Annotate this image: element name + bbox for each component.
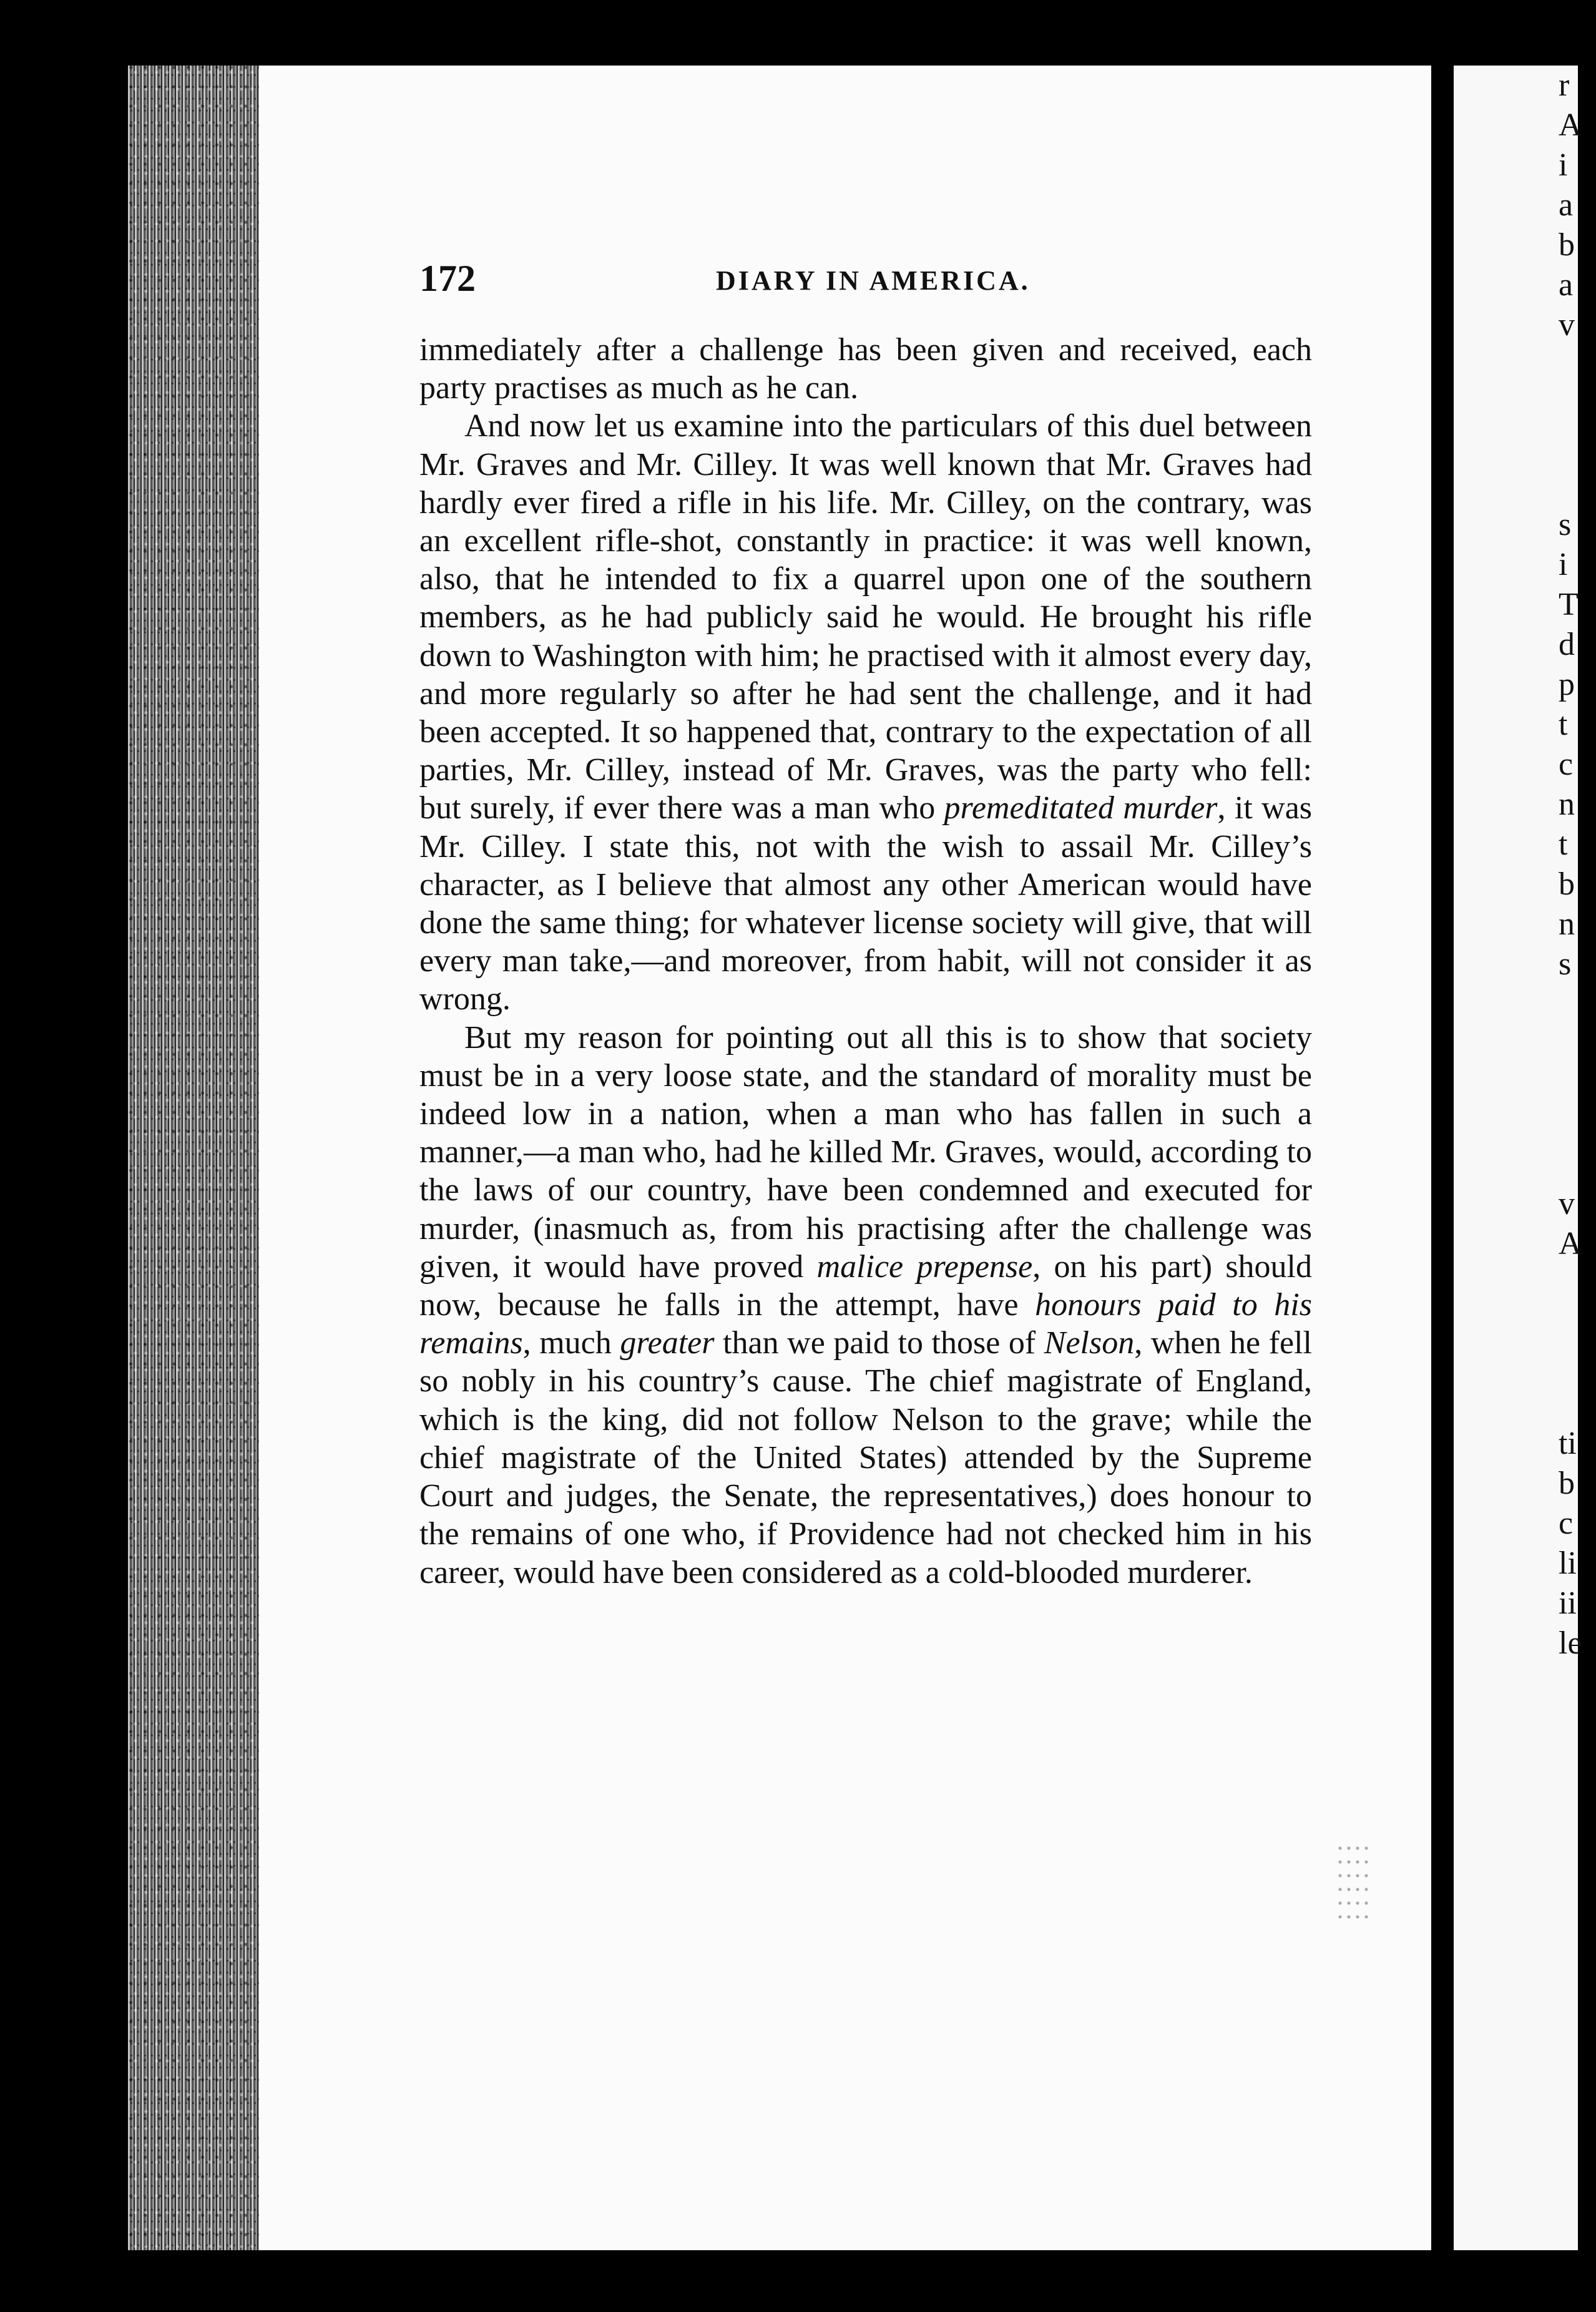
gutter-shadow (1431, 66, 1454, 2250)
paragraph (419, 1019, 1312, 1592)
text-run: immediately after a challenge has been given and received, each party practises as much as he can. (419, 332, 1312, 406)
text-run: than we paid to those of (714, 1325, 1044, 1361)
page-number: 172 (419, 258, 476, 299)
running-head (419, 257, 1312, 301)
facing-page-edge (1454, 66, 1582, 2250)
text-run: , much (522, 1325, 620, 1361)
italic-run: Nelson (1044, 1325, 1135, 1361)
italic-run: premeditated murder (944, 790, 1218, 826)
page-edge-stack (128, 66, 265, 2250)
text-run: , on his part) should now, because he falls in the attempt, have (419, 1248, 1312, 1323)
paragraph (419, 331, 1312, 407)
page-specks (1336, 1841, 1373, 1929)
italic-run: honours paid to his remains (419, 1287, 1312, 1361)
paragraph (419, 407, 1312, 1018)
italic-run: malice prepense (816, 1248, 1033, 1285)
text-run: , it was Mr. Cilley. I state this, not with the wish to assail Mr. Cilley’s character, as I believe that almost any other American would have done the same thing; for whatever license society will give, that will every man take,—and moreover, from habit, will not consider it as wrong. (419, 790, 1313, 1017)
text-run: , when he fell so nobly in his country’s cause. The chief magistrate of England, which is the king, did not follow Nelson to the grave; while the chief magistrate of the United States) attended by the Supreme Court and judges, the Senate, the representatives,) does honour to the remains of one who, if Providence had not checked him in his career, would have been considered as a cold-blooded murderer. (419, 1325, 1313, 1590)
text-run: But my reason for pointing out all this is to show that society must be in a very loose state, and the standard of morality must be indeed low in a nation, when a man who has fallen in such a manner,—a man who, had he killed Mr. Graves, would, according to the laws of our country, have been condemned and executed for murder, (inasmuch as, from his practising after the challenge was given, it would have proved (419, 1019, 1312, 1285)
italic-run: greater (620, 1325, 715, 1361)
body-text (419, 331, 1312, 1592)
running-head-title: DIARY IN AMERICA. (716, 265, 1031, 296)
text-run: And now let us examine into the particulars of this duel between Mr. Graves and Mr. Cilley. It was well known that Mr. Graves had hardly ever fired a rifle in his life. Mr. Cilley, on the contrary, was an excellent rifle-shot, constantly in practice: it was well known, also, that he intended to fix a quarrel upon one of the southern members, as he had publicly said he would. He brought his rifle down to Washington with him; he practised with it almost every day, and more regularly so after he had sent the challenge, and it had been accepted. It so happened that, contrary to the expectation of all parties, Mr. Cilley, instead of Mr. Graves, was the party who fell: but surely, if ever there was a man who (419, 408, 1312, 826)
facing-page-edge-letters: r A i a b a v s i T d p t c n t b n s v A ti b c li ii le (1559, 67, 1582, 1661)
